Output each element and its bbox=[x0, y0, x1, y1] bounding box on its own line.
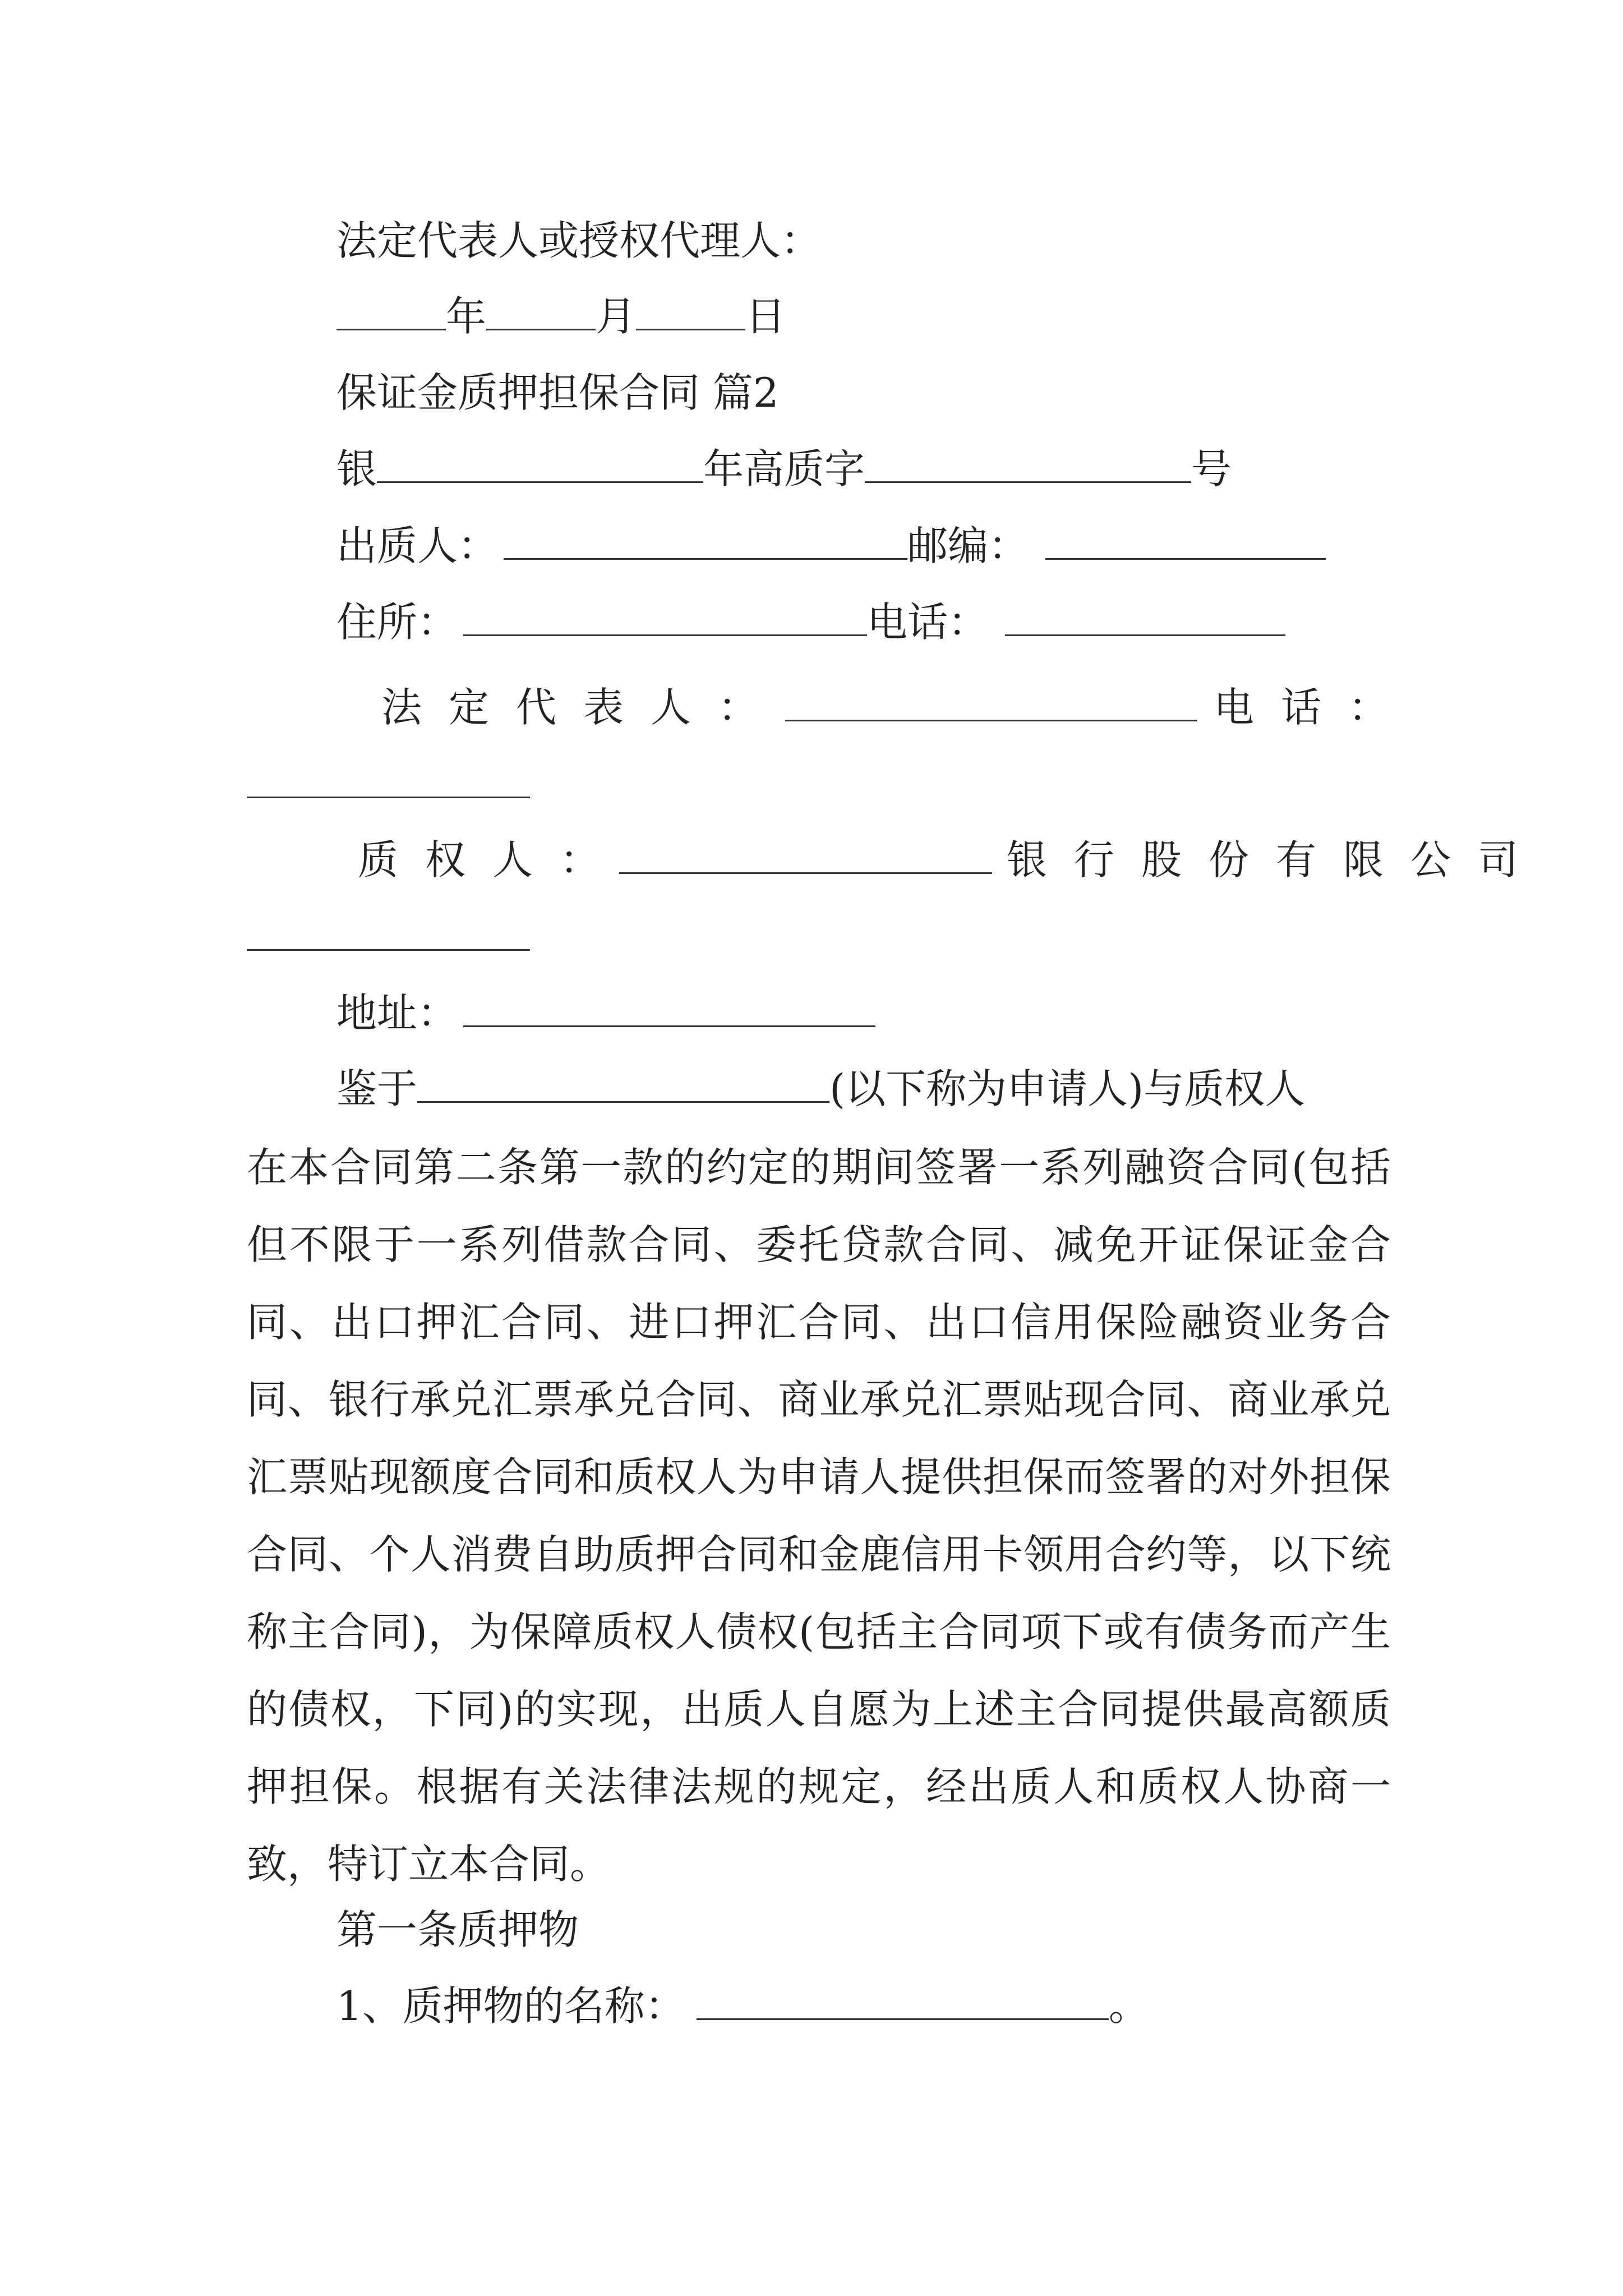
address-blank[interactable] bbox=[463, 602, 867, 636]
month-blank[interactable] bbox=[486, 296, 596, 330]
whereas-prefix: 鉴于 bbox=[336, 1065, 418, 1112]
rep-agent-line bbox=[336, 217, 822, 264]
section-title bbox=[336, 369, 779, 416]
month-label: 月 bbox=[596, 293, 637, 340]
whereas-suffix: (以下称为申请人)与质权人 bbox=[829, 1065, 1306, 1112]
pledgee-wrap bbox=[247, 917, 530, 957]
pledgee-extra-blank[interactable] bbox=[247, 917, 530, 951]
legal-rep-label: 法定代表人： bbox=[381, 684, 786, 731]
ref-number-blank[interactable] bbox=[865, 449, 1191, 483]
rep-agent-label: 法定代表人或授权代理人： bbox=[336, 217, 822, 264]
pledgor-line bbox=[336, 522, 1326, 569]
pledgee-label: 质权人： bbox=[358, 836, 628, 884]
address-label: 住所： bbox=[336, 599, 458, 646]
article-1-heading bbox=[336, 1906, 579, 1953]
day-label: 日 bbox=[745, 293, 786, 340]
pledgor-blank[interactable] bbox=[504, 526, 907, 560]
ref-mid: 年高质字 bbox=[703, 445, 865, 493]
reference-line bbox=[336, 445, 1232, 493]
legal-rep-blank[interactable] bbox=[785, 687, 1197, 721]
pledgee-line bbox=[358, 836, 1546, 884]
year-blank[interactable] bbox=[336, 296, 446, 330]
postcode-blank[interactable] bbox=[1045, 526, 1326, 560]
legal-rep-phone bbox=[1214, 684, 1416, 731]
whereas-line bbox=[336, 1065, 1306, 1112]
postcode-label: 邮编： bbox=[907, 522, 1029, 569]
pledge-name-blank[interactable] bbox=[697, 1986, 1109, 2020]
item-1-line bbox=[336, 1982, 1149, 2030]
ref-bank-blank[interactable] bbox=[377, 449, 703, 483]
legal-rep-phone-blank[interactable] bbox=[247, 764, 530, 798]
item-1-end: 。 bbox=[1108, 1982, 1149, 2030]
item-1-label: 1、质押物的名称： bbox=[336, 1982, 685, 2030]
title-text: 保证金质押担保合同 篇2 bbox=[336, 369, 779, 416]
phone-blank[interactable] bbox=[1005, 602, 1285, 636]
applicant-blank[interactable] bbox=[417, 1069, 829, 1103]
address2-line bbox=[336, 990, 875, 1037]
day-blank[interactable] bbox=[636, 296, 745, 330]
legal-rep-line bbox=[381, 684, 1197, 731]
address2-label: 地址： bbox=[336, 990, 458, 1037]
pledgor-label: 出质人： bbox=[336, 522, 499, 569]
pledgee-blank[interactable] bbox=[619, 840, 992, 874]
address-line bbox=[336, 599, 1285, 646]
ref-suffix: 号 bbox=[1191, 445, 1232, 493]
article-1-text: 第一条质押物 bbox=[336, 1906, 579, 1953]
phone-label: 电话： bbox=[867, 599, 989, 646]
legal-rep-phone-label: 电话： bbox=[1214, 684, 1416, 731]
year-label: 年 bbox=[446, 293, 487, 340]
body-paragraph: 在本合同第二条第一款的约定的期间签署一系列融资合同(包括但不限于一系列借款合同、委托贷款合同、减免开证保证金合同、出口押汇合同、进口押汇合同、出口信用保险融资业务合同、银行承兑汇票承兑合同、商业承兑汇票贴现合同、商业承兑汇票贴现额度合同和质权人为申请人提供担保而签署的对外担保合同、个人消费自助质押合同和金鹿信用卡领用合约等，以下统称主合同)，为保障质权人债权(包括主合同项下或有债务而产生的债权，下同)的实现，出质人自愿为上述主合同提供最高额质押担保。根据有关法律法规的规定，经出质人和质权人协商一致，特订立本合同。 bbox=[247, 1144, 1391, 1888]
ref-prefix: 银 bbox=[336, 445, 377, 493]
legal-rep-phone-wrap bbox=[247, 764, 530, 804]
date-line bbox=[336, 293, 786, 340]
address2-blank[interactable] bbox=[463, 993, 875, 1027]
pledgee-company: 银行股份有限公司 bbox=[1007, 836, 1546, 884]
